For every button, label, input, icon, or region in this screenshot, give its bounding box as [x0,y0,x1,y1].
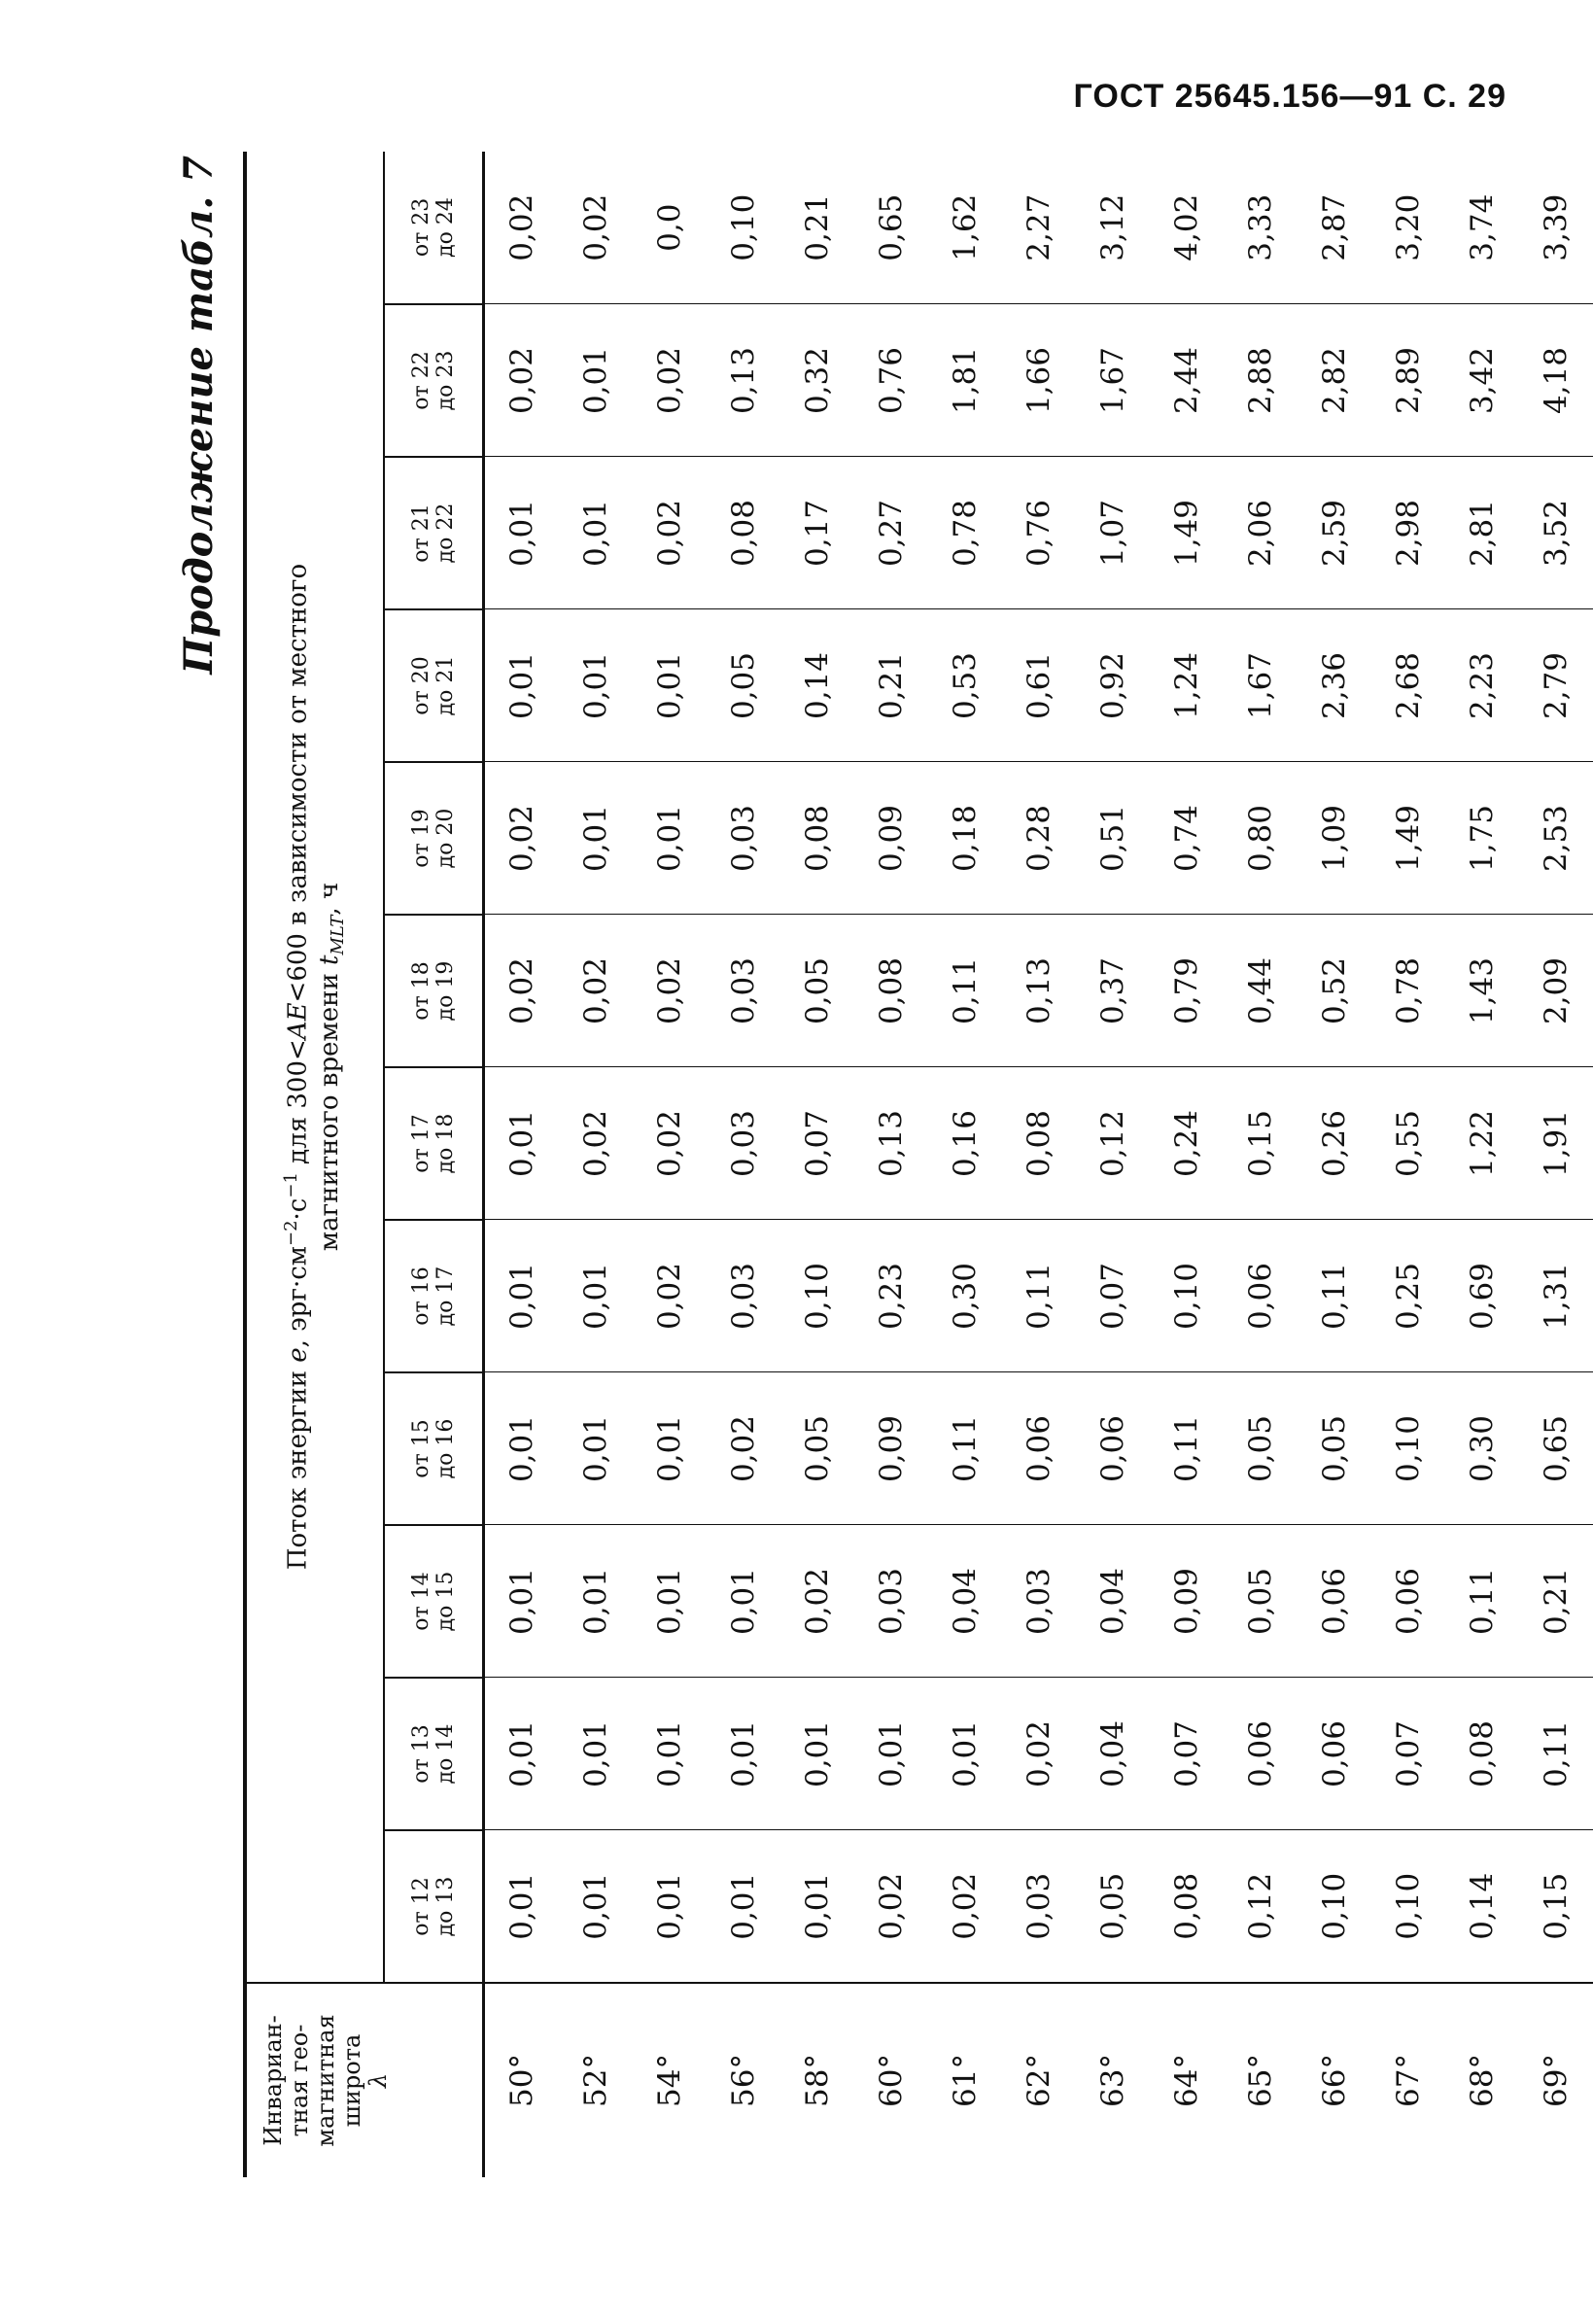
flux-value-cell: 0,08 [1169,1872,1204,1940]
flux-value-cell: 0,04 [1076,1678,1150,1830]
hour-column-header [384,1830,484,1983]
table-row [633,152,707,2177]
flux-value-cell: 0,02 [484,762,560,915]
flux-value-cell: 0,21 [780,152,854,304]
flux-value-cell: 0,02 [633,1067,707,1220]
flux-value-cell: 0,78 [1371,915,1445,1067]
hour-range-line: от 19 [409,809,433,868]
latitude-cell: 68° [1445,1983,1519,2177]
flux-value-cell: 0,07 [780,1067,854,1220]
flux-value-cell: 0,02 [633,1220,707,1372]
flux-value-cell: 0,79 [1150,915,1224,1067]
flux-value-cell: 0,12 [1076,1067,1150,1220]
flux-value-cell: 2,53 [1519,762,1593,915]
flux-value-cell: 0,10 [1150,1220,1224,1372]
flux-value-cell: 0,08 [1445,1678,1519,1830]
flux-value-cell: 0,01 [707,1678,780,1830]
flux-value-cell: 0,25 [1371,1220,1445,1372]
hour-range-line: до 24 [433,197,458,258]
flux-value-cell: 0,01 [484,1067,560,1220]
flux-value-cell: 2,06 [1224,457,1298,609]
flux-value-cell: 0,02 [633,304,707,457]
flux-value-cell: 1,49 [1371,762,1445,915]
flux-value-cell: 0,01 [559,457,633,609]
flux-value-cell: 0,03 [707,1067,780,1220]
flux-value-cell: 0,04 [1076,1525,1150,1678]
flux-value-cell: 0,01 [928,1678,1002,1830]
flux-value-cell: 0,07 [1076,1220,1150,1372]
flux-value-cell: 0,01 [559,1678,633,1830]
flux-value-cell: 0,37 [1076,915,1150,1067]
flux-value-cell: 4,02 [1150,152,1224,304]
hour-column-header [384,152,484,304]
flux-value-cell: 0,01 [633,609,707,762]
flux-value-cell: 2,68 [1371,609,1445,762]
flux-value-cell: 1,91 [1519,1067,1593,1220]
flux-value-cell: 1,66 [1002,304,1076,457]
flux-value-cell: 1,43 [1445,915,1519,1067]
flux-value-cell: 1,49 [1150,457,1224,609]
flux-value-cell: 0,02 [559,1067,633,1220]
flux-value-cell: 0,02 [633,915,707,1067]
flux-value-cell: 2,88 [1224,304,1298,457]
flux-value-cell: 0,07 [1150,1678,1224,1830]
flux-value-cell: 0,06 [1371,1525,1445,1678]
flux-value-cell: 0,11 [1519,1678,1593,1830]
latitude-cell: 61° [928,1983,1002,2177]
hour-range-line: до 13 [433,1876,458,1937]
hour-range-line: от 18 [409,961,433,1021]
flux-value-cell: 0,01 [559,609,633,762]
hour-column-header [384,1678,484,1830]
hour-range-line: до 17 [433,1266,458,1327]
hour-range-line: до 21 [433,655,458,716]
flux-value-cell: 0,11 [928,1372,1002,1525]
flux-value-cell: 0,10 [1391,1872,1426,1940]
flux-value-cell: 0,08 [854,915,928,1067]
flux-value-cell: 0,01 [633,1372,707,1525]
flux-value-cell: 0,01 [484,1220,560,1372]
flux-value-cell: 0,11 [928,915,1002,1067]
flux-value-cell: 0,44 [1224,915,1298,1067]
flux-value-cell: 0,03 [707,1220,780,1372]
flux-column-header [245,152,384,1983]
latitude-cell: 60° [854,1983,928,2177]
hour-column-header [384,457,484,609]
latitude-cell: 69° [1519,1983,1593,2177]
table-row [854,152,928,2177]
flux-value-cell: 0,01 [559,1525,633,1678]
flux-value-cell: 0,06 [1224,1220,1298,1372]
flux-value-cell: 0,69 [1445,1220,1519,1372]
hour-range-line: от 23 [409,197,433,258]
flux-value-cell: 0,04 [928,1525,1002,1678]
flux-value-cell: 0,02 [948,1872,983,1940]
flux-value-cell: 0,07 [1371,1678,1445,1830]
flux-value-cell: 0,02 [484,152,560,304]
hour-column-header [384,304,484,457]
flux-value-cell: 0,16 [928,1067,1002,1220]
hour-column-header [384,1525,484,1678]
flux-value-cell: 0,0 [633,152,707,304]
flux-value-cell: 0,02 [484,915,560,1067]
hour-range-line: до 18 [433,1113,458,1174]
flux-value-cell: 0,09 [854,762,928,915]
flux-value-cell: 0,01 [652,1872,687,1940]
flux-value-cell: 1,09 [1298,762,1371,915]
flux-value-cell: 0,14 [1465,1872,1500,1940]
flux-value-cell: 3,52 [1519,457,1593,609]
hour-range-line: до 19 [433,960,458,1022]
flux-value-cell: 0,05 [1224,1525,1298,1678]
latitude-cell: 50° [484,1983,560,2177]
flux-value-cell: 0,10 [1317,1872,1352,1940]
flux-value-cell: 0,08 [780,762,854,915]
flux-value-cell: 0,08 [707,457,780,609]
page-header: ГОСТ 25645.156—91 С. 29 [1073,78,1506,115]
table-row [780,152,854,2177]
flux-value-cell: 2,87 [1298,152,1371,304]
flux-value-cell: 0,01 [484,1525,560,1678]
flux-value-cell: 0,01 [559,1220,633,1372]
flux-value-cell: 0,76 [854,304,928,457]
hour-range-line: от 20 [409,656,433,715]
flux-value-cell: 0,65 [854,152,928,304]
latitude-header-symbol: λ [364,2072,392,2089]
flux-value-cell: 0,55 [1371,1067,1445,1220]
flux-value-cell: 0,74 [1150,762,1224,915]
flux-value-cell: 0,76 [1002,457,1076,609]
flux-value-cell: 1,67 [1076,304,1150,457]
flux-value-cell: 0,28 [1002,762,1076,915]
hour-range-line: до 20 [433,808,458,869]
hour-column-header [384,762,484,915]
hour-range-line: от 21 [409,503,433,563]
latitude-cell: 62° [1002,1983,1076,2177]
flux-value-cell: 0,10 [780,1220,854,1372]
flux-value-cell: 0,15 [1224,1067,1298,1220]
flux-value-cell: 0,05 [1298,1372,1371,1525]
latitude-cell: 66° [1298,1983,1371,2177]
flux-value-cell: 0,02 [707,1372,780,1525]
flux-value-cell: 0,27 [854,457,928,609]
flux-value-cell: 4,18 [1519,304,1593,457]
table-continuation-title: Продолжение табл. 7 [176,156,222,675]
flux-value-cell: 0,10 [707,152,780,304]
flux-value-cell: 2,36 [1298,609,1371,762]
flux-value-cell: 0,06 [1076,1372,1150,1525]
flux-value-cell: 0,02 [633,457,707,609]
flux-value-cell: 2,82 [1298,304,1371,457]
flux-value-cell: 0,30 [1445,1372,1519,1525]
flux-value-cell: 2,59 [1298,457,1371,609]
flux-value-cell: 3,39 [1519,152,1593,304]
flux-value-cell: 0,05 [780,915,854,1067]
table-row [1298,152,1371,2177]
hour-column-header [384,1220,484,1372]
flux-value-cell: 0,12 [1243,1872,1278,1940]
flux-value-cell: 0,65 [1519,1372,1593,1525]
latitude-cell: 63° [1076,1983,1150,2177]
flux-value-cell: 0,06 [1224,1678,1298,1830]
hour-range-line: до 23 [433,350,458,411]
flux-value-cell: 0,06 [1298,1678,1371,1830]
flux-value-cell: 0,02 [484,304,560,457]
rotated-table-block [165,156,1574,2177]
flux-value-cell: 0,01 [633,762,707,915]
flux-value-cell: 0,13 [707,304,780,457]
latitude-column-header [245,1983,484,2177]
flux-value-cell: 0,09 [1150,1525,1224,1678]
flux-value-cell: 0,18 [928,762,1002,915]
flux-value-cell: 2,89 [1371,304,1445,457]
table-row [1519,152,1593,2177]
table-row [1445,152,1519,2177]
table-row [707,152,780,2177]
latitude-header-line: тная гео- [286,2024,313,2137]
flux-value-cell: 0,15 [1539,1872,1574,1940]
table-row [1224,152,1298,2177]
flux-value-cell: 0,11 [1002,1220,1076,1372]
flux-value-cell: 2,81 [1445,457,1519,609]
flux-value-cell: 0,01 [800,1872,835,1940]
flux-value-cell: 0,51 [1076,762,1150,915]
hour-range-line: от 16 [409,1266,433,1326]
table-row [1371,152,1445,2177]
flux-header-line-1: Поток энергии e, $эрг\cdot см^{-2}\cdot с^{-1}$ для 300<AE<600 в зависимости от местного [281,563,313,1571]
table-row [484,152,560,2177]
flux-value-cell: 0,01 [484,1678,560,1830]
flux-value-cell: 3,12 [1076,152,1150,304]
flux-value-cell: 0,03 [854,1525,928,1678]
flux-value-cell: 1,07 [1076,457,1150,609]
flux-value-cell: 0,92 [1076,609,1150,762]
flux-value-cell: 1,62 [928,152,1002,304]
hour-column-header [384,609,484,762]
energy-flux-table [243,152,1593,2177]
latitude-cell: 58° [780,1983,854,2177]
flux-value-cell: 0,53 [928,609,1002,762]
latitude-cell: 54° [633,1983,707,2177]
flux-value-cell: 0,02 [559,152,633,304]
flux-value-cell: 0,13 [854,1067,928,1220]
flux-value-cell: 0,05 [780,1372,854,1525]
flux-value-cell: 0,30 [928,1220,1002,1372]
hour-range-line: до 15 [433,1571,458,1632]
table-row [928,152,1002,2177]
flux-value-cell: 0,01 [726,1872,761,1940]
flux-value-cell: 0,03 [1022,1872,1056,1940]
flux-value-cell: 0,10 [1371,1372,1445,1525]
flux-value-cell: 0,14 [780,609,854,762]
flux-value-cell: 2,09 [1519,915,1593,1067]
flux-value-cell: 0,09 [854,1372,928,1525]
flux-value-cell: 0,06 [1002,1372,1076,1525]
flux-value-cell: 0,05 [1224,1372,1298,1525]
flux-value-cell: 0,01 [484,1372,560,1525]
flux-value-cell: 0,02 [874,1872,909,1940]
flux-value-cell: 0,13 [1002,915,1076,1067]
hour-range-line: до 22 [433,503,458,564]
flux-value-cell: 1,22 [1445,1067,1519,1220]
latitude-header-line: широта [338,2033,365,2128]
flux-value-cell: 3,20 [1371,152,1445,304]
flux-value-cell: 0,01 [633,1525,707,1678]
flux-value-cell: 0,01 [633,1678,707,1830]
flux-value-cell: 0,21 [1519,1525,1593,1678]
flux-value-cell: 0,02 [559,915,633,1067]
flux-value-cell: 0,17 [780,457,854,609]
flux-value-cell: 0,08 [1002,1067,1076,1220]
flux-value-cell: 0,23 [854,1220,928,1372]
flux-value-cell: 0,01 [484,457,560,609]
flux-value-cell: 0,21 [854,609,928,762]
flux-header-line-2: магнитного времени $t_{MLT}$, ч [314,882,348,1252]
flux-value-cell: 0,11 [1150,1372,1224,1525]
flux-value-cell: 0,03 [1002,1525,1076,1678]
table-row [1076,152,1150,2177]
flux-value-cell: 0,26 [1298,1067,1371,1220]
flux-value-cell: 3,74 [1445,152,1519,304]
hour-column-header [384,1372,484,1525]
flux-value-cell: 1,75 [1445,762,1519,915]
flux-value-cell: 2,23 [1445,609,1519,762]
flux-value-cell: 2,98 [1371,457,1445,609]
hour-range-line: от 14 [409,1572,433,1631]
flux-value-cell: 0,11 [1298,1220,1371,1372]
flux-value-cell: 0,24 [1150,1067,1224,1220]
flux-value-cell: 0,02 [780,1525,854,1678]
hour-range-line: от 22 [409,351,433,410]
latitude-cell: 65° [1224,1983,1298,2177]
flux-value-cell: 0,01 [780,1678,854,1830]
flux-value-cell: 3,33 [1224,152,1298,304]
latitude-cell: 56° [707,1983,780,2177]
flux-value-cell: 1,81 [928,304,1002,457]
hour-range-line: от 12 [409,1877,433,1936]
flux-value-cell: 0,52 [1298,915,1371,1067]
flux-value-cell: 0,03 [707,915,780,1067]
flux-value-cell: 0,03 [707,762,780,915]
hour-range-line: от 15 [409,1419,433,1478]
hour-range-line: до 16 [433,1418,458,1479]
hour-range-line: до 14 [433,1723,458,1785]
latitude-header-line: Инвариан- [260,2015,287,2146]
flux-value-cell: 0,01 [504,1872,539,1940]
flux-value-cell: 0,06 [1298,1525,1371,1678]
flux-value-cell: 3,42 [1445,304,1519,457]
flux-value-cell: 0,32 [780,304,854,457]
latitude-header-line: магнитная [312,2014,339,2147]
latitude-cell: 52° [559,1983,633,2177]
table-row [1150,152,1224,2177]
hour-range-line: от 13 [409,1724,433,1784]
latitude-cell: 67° [1371,1983,1445,2177]
flux-value-cell: 2,79 [1519,609,1593,762]
flux-value-cell: 0,80 [1224,762,1298,915]
flux-value-cell: 1,31 [1519,1220,1593,1372]
hour-range-line: от 17 [409,1114,433,1173]
flux-value-cell: 1,24 [1150,609,1224,762]
flux-value-cell: 0,78 [928,457,1002,609]
flux-value-cell: 0,01 [559,762,633,915]
flux-value-cell: 0,01 [578,1872,613,1940]
flux-value-cell: 0,01 [854,1678,928,1830]
flux-value-cell: 0,05 [707,609,780,762]
flux-value-cell: 2,44 [1150,304,1224,457]
hour-column-header [384,1067,484,1220]
flux-value-cell: 2,27 [1002,152,1076,304]
flux-value-cell: 0,01 [484,609,560,762]
table-row [559,152,633,2177]
latitude-cell: 64° [1150,1983,1224,2177]
flux-value-cell: 0,61 [1002,609,1076,762]
flux-value-cell: 0,01 [559,304,633,457]
flux-value-cell: 0,01 [559,1372,633,1525]
flux-value-cell: 0,01 [707,1525,780,1678]
flux-value-cell: 1,67 [1224,609,1298,762]
table-row [1002,152,1076,2177]
hour-column-header [384,915,484,1067]
flux-value-cell: 0,11 [1445,1525,1519,1678]
flux-value-cell: 0,05 [1095,1872,1130,1940]
flux-value-cell: 0,02 [1002,1678,1076,1830]
